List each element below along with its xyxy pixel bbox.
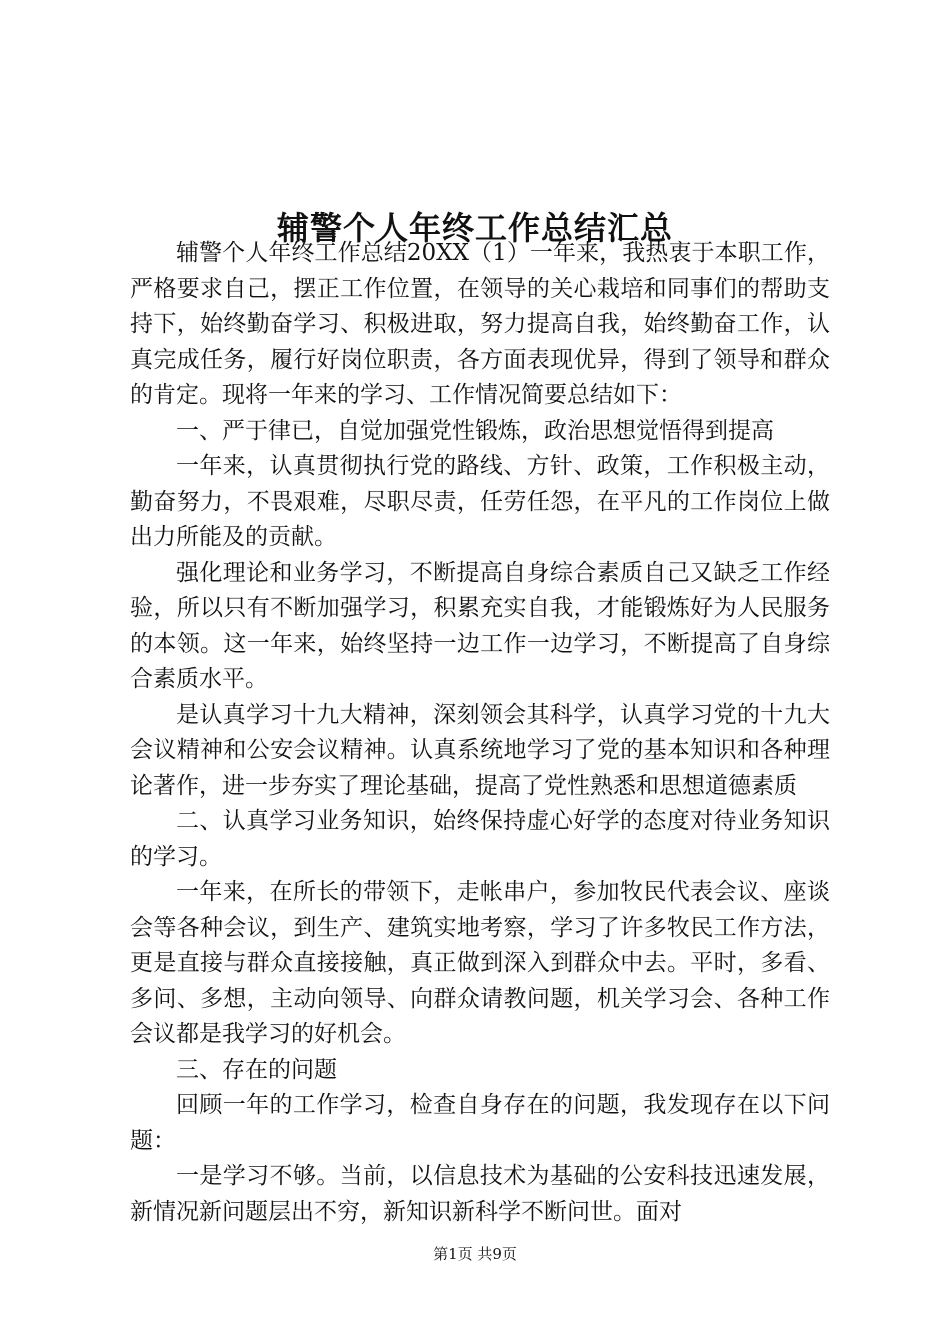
section-heading-1: 一、严于律已，自觉加强党性锻炼，政治思想觉悟得到提高 (176, 417, 774, 444)
paragraph: 一是学习不够。当前，以信息技术为基础的公安科技迅速发展，新情况新问题层出不穷，新知识新科学不断问世。面对 (130, 1163, 830, 1225)
paragraph-intro: 辅警个人年终工作总结20XX（1）一年来，我热衷于本职工作，严格要求自己，摆正工作位置，在领导的关心栽培和同事们的帮助支持下，始终勤奋学习、积极进取，努力提高自我，始终勤奋工作，认真完成任务，履行好岗位职责，各方面表现优异，得到了领导和群众的肯定。现将一年来的学习、工作情况简要总结如下： (130, 240, 830, 408)
paragraph: 一年来，认真贯彻执行党的路线、方针、政策，工作积极主动，勤奋努力，不畏艰难，尽职尽责，任劳任怨，在平凡的工作岗位上做出力所能及的贡献。 (130, 453, 830, 550)
paragraph: 一年来，在所长的带领下，走帐串户，参加牧民代表会议、座谈会等各种会议，到生产、建筑实地考察，学习了许多牧民工作方法，更是直接与群众直接接触，真正做到深入到群众中去。平时，多看、多问、多想，主动向领导、向群众请教问题，机关学习会、各种工作会议都是我学习的好机会。 (130, 879, 830, 1047)
paragraph: 强化理论和业务学习，不断提高自身综合素质自己又缺乏工作经验，所以只有不断加强学习，积累充实自我，才能锻炼好为人民服务的本领。这一年来，始终坚持一边工作一边学习，不断提高了自身综合素质水平。 (130, 559, 830, 692)
section-heading-2: 二、认真学习业务知识，始终保持虚心好学的态度对待业务知识的学习。 (130, 808, 830, 870)
paragraph: 是认真学习十九大精神，深刻领会其科学，认真学习党的十九大会议精神和公安会议精神。认真系统地学习了党的基本知识和各种理论著作，进一步夯实了理论基础，提高了党性熟悉和思想道德素质 (130, 701, 830, 799)
section-heading-3: 三、存在的问题 (176, 1056, 337, 1083)
document-body (130, 236, 830, 1230)
page-number-footer: 第1页 共9页 (433, 1245, 517, 1263)
paragraph: 回顾一年的工作学习，检查自身存在的问题，我发现存在以下问题： (130, 1092, 830, 1154)
document-title: 辅警个人年终工作总结汇总 (276, 209, 673, 248)
